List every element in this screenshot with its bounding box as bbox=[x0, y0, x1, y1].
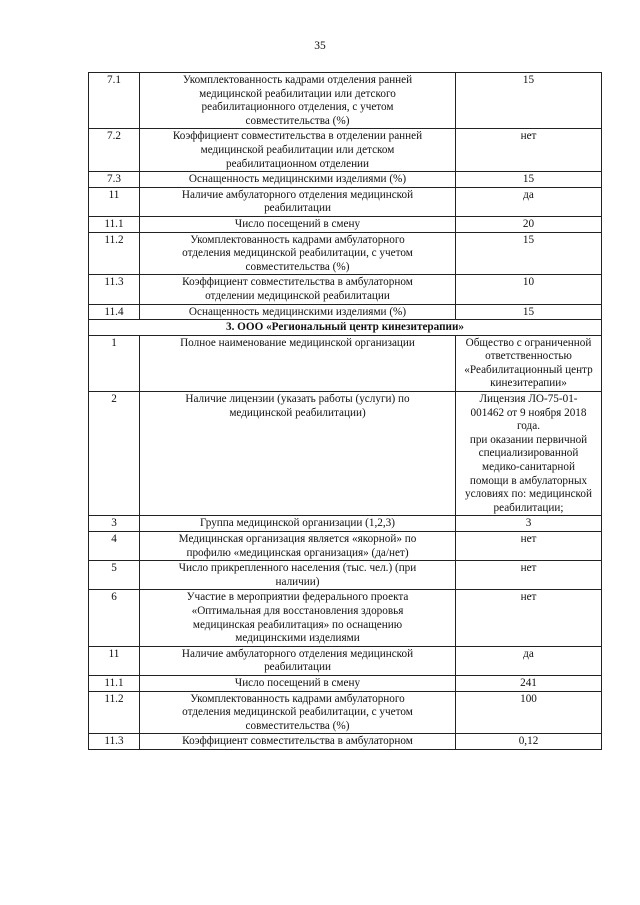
row-value bbox=[456, 561, 602, 590]
table-row bbox=[89, 275, 602, 304]
row-label bbox=[140, 129, 456, 172]
value-line: специализированной bbox=[478, 447, 579, 460]
value-line: нет bbox=[520, 130, 537, 143]
row-label bbox=[140, 646, 456, 675]
section-body bbox=[89, 320, 602, 336]
label-line: реабилитационном отделении bbox=[225, 157, 370, 170]
table-row bbox=[89, 335, 602, 391]
table-row bbox=[89, 516, 602, 532]
label-line: совместительства (%) bbox=[245, 114, 350, 127]
row-label bbox=[140, 335, 456, 391]
row-value bbox=[456, 646, 602, 675]
table-row bbox=[89, 172, 602, 188]
row-number: 11.3 bbox=[89, 734, 140, 750]
table-row bbox=[89, 561, 602, 590]
row-label bbox=[140, 516, 456, 532]
row-number: 5 bbox=[89, 561, 140, 590]
value-line: 100 bbox=[520, 692, 537, 705]
row-number: 7.1 bbox=[89, 73, 140, 129]
row-value bbox=[456, 532, 602, 561]
row-number: 11.2 bbox=[89, 691, 140, 734]
row-number: 1 bbox=[89, 335, 140, 391]
label-line: совместительства (%) bbox=[245, 260, 350, 273]
value-line: «Реабилитационный центр bbox=[464, 363, 593, 376]
label-line: Укомплектованность кадрами амбулаторного bbox=[190, 233, 405, 246]
label-line: Коэффициент совместительства в амбулаторном bbox=[182, 735, 413, 748]
label-line: Коэффициент совместительства в амбулаторном bbox=[182, 276, 413, 289]
label-line: отделения медицинской реабилитации, с учетом bbox=[182, 706, 413, 719]
value-line: да bbox=[523, 188, 534, 201]
label-line: отделении медицинской реабилитации bbox=[205, 289, 390, 302]
row-number: 11.3 bbox=[89, 275, 140, 304]
label-line: профилю «медицинская организация» (да/нет) bbox=[186, 546, 409, 559]
value-line: 3 bbox=[525, 517, 532, 530]
value-line: да bbox=[523, 647, 534, 660]
label-line: Коэффициент совместительства в отделении ранней bbox=[172, 130, 423, 143]
value-line: Лицензия ЛО-75-01- bbox=[479, 393, 578, 406]
label-line: Укомплектованность кадрами амбулаторного bbox=[190, 692, 405, 705]
label-line: «Оптимальная для восстановления здоровья bbox=[191, 604, 404, 617]
row-value bbox=[456, 516, 602, 532]
value-line: нет bbox=[520, 562, 537, 575]
value-line: 20 bbox=[522, 217, 535, 230]
value-line: 241 bbox=[520, 676, 537, 689]
table-row bbox=[89, 392, 602, 516]
value-line: 10 bbox=[522, 276, 535, 289]
row-value bbox=[456, 232, 602, 275]
row-value bbox=[456, 187, 602, 216]
value-line: 001462 от 9 ноября 2018 bbox=[470, 406, 587, 419]
label-line: медицинской реабилитации или детском bbox=[200, 143, 395, 156]
row-value bbox=[456, 73, 602, 129]
rehabilitation-table bbox=[88, 72, 602, 750]
row-label bbox=[140, 590, 456, 646]
value-line: Общество с ограниченной bbox=[465, 336, 592, 349]
row-label bbox=[140, 275, 456, 304]
label-line: медицинской реабилитации или детского bbox=[199, 87, 396, 100]
label-line: отделения медицинской реабилитации, с учетом bbox=[182, 247, 413, 260]
row-value bbox=[456, 392, 602, 516]
row-value bbox=[456, 335, 602, 391]
value-line: реабилитации; bbox=[493, 501, 564, 514]
value-line: условиях по: медицинской bbox=[465, 488, 592, 501]
label-line: Оснащенность медицинскими изделиями (%) bbox=[188, 305, 407, 318]
row-label bbox=[140, 561, 456, 590]
row-value bbox=[456, 734, 602, 750]
row-number: 11.4 bbox=[89, 304, 140, 320]
row-label bbox=[140, 675, 456, 691]
section-title: 3. ООО «Региональный центр кинезитерапии» bbox=[89, 320, 602, 336]
value-line: помощи в амбулаторных bbox=[469, 474, 588, 487]
row-label bbox=[140, 172, 456, 188]
row-value bbox=[456, 129, 602, 172]
row-number: 7.3 bbox=[89, 172, 140, 188]
label-line: Оснащенность медицинскими изделиями (%) bbox=[188, 173, 407, 186]
value-line: при оказании первичной bbox=[469, 433, 588, 446]
label-line: Укомплектованность кадрами отделения ранней bbox=[182, 74, 413, 86]
value-line: 15 bbox=[522, 233, 535, 246]
row-number: 6 bbox=[89, 590, 140, 646]
row-value bbox=[456, 691, 602, 734]
value-line: 15 bbox=[522, 305, 535, 318]
label-line: реабилитации bbox=[264, 202, 331, 215]
row-value bbox=[456, 304, 602, 320]
row-number: 11 bbox=[89, 646, 140, 675]
row-label bbox=[140, 304, 456, 320]
label-line: медицинской реабилитации) bbox=[229, 406, 366, 419]
row-value bbox=[456, 275, 602, 304]
row-number: 11 bbox=[89, 187, 140, 216]
row-number: 11.2 bbox=[89, 232, 140, 275]
label-line: Число посещений в смену bbox=[234, 217, 361, 230]
row-value bbox=[456, 675, 602, 691]
table-row bbox=[89, 216, 602, 232]
label-line: медицинская реабилитация» по оснащению bbox=[192, 618, 403, 631]
table-row bbox=[89, 532, 602, 561]
value-line: ответственностью bbox=[485, 350, 572, 363]
row-label bbox=[140, 392, 456, 516]
table-row bbox=[89, 129, 602, 172]
table-body-before bbox=[89, 73, 602, 320]
table-row bbox=[89, 734, 602, 750]
section-header-row bbox=[89, 320, 602, 336]
label-line: Медицинская организация является «якорной» по bbox=[178, 533, 417, 545]
value-line: нет bbox=[520, 591, 537, 604]
label-line: совместительства (%) bbox=[245, 719, 350, 732]
row-number: 4 bbox=[89, 532, 140, 561]
label-line: реабилитационного отделения, с учетом bbox=[201, 101, 394, 114]
table-body-after bbox=[89, 335, 602, 749]
row-number: 11.1 bbox=[89, 675, 140, 691]
row-label bbox=[140, 232, 456, 275]
table-row bbox=[89, 590, 602, 646]
label-line: Наличие лицензии (указать работы (услуги) по bbox=[185, 393, 410, 406]
label-line: реабилитации bbox=[264, 661, 331, 674]
label-line: Участие в мероприятии федерального проекта bbox=[186, 591, 409, 604]
value-line: года. bbox=[516, 420, 541, 433]
table-row bbox=[89, 304, 602, 320]
label-line: наличии) bbox=[275, 575, 320, 588]
row-value bbox=[456, 216, 602, 232]
label-line: Наличие амбулаторного отделения медицинской bbox=[181, 188, 414, 201]
value-line: медико-санитарной bbox=[482, 461, 575, 474]
label-line: Число прикрепленного населения (тыс. чел.) (при bbox=[178, 562, 417, 575]
table-row bbox=[89, 675, 602, 691]
page-number: 35 bbox=[314, 40, 326, 52]
row-label bbox=[140, 216, 456, 232]
value-line: 15 bbox=[522, 74, 535, 86]
row-number: 2 bbox=[89, 392, 140, 516]
table-row bbox=[89, 691, 602, 734]
row-value bbox=[456, 172, 602, 188]
label-line: Группа медицинской организации (1,2,3) bbox=[200, 517, 395, 530]
label-line: Наличие амбулаторного отделения медицинской bbox=[181, 647, 414, 660]
value-line: 15 bbox=[522, 173, 535, 186]
value-line: нет bbox=[520, 533, 537, 545]
row-label bbox=[140, 532, 456, 561]
label-line: медицинскими изделиями bbox=[235, 632, 360, 645]
table-row bbox=[89, 232, 602, 275]
value-line: кинезитерапии» bbox=[490, 377, 567, 390]
label-line: Полное наименование медицинской организации bbox=[180, 336, 415, 349]
row-number: 11.1 bbox=[89, 216, 140, 232]
value-line: 0,12 bbox=[518, 735, 539, 748]
row-number: 7.2 bbox=[89, 129, 140, 172]
row-label bbox=[140, 691, 456, 734]
row-value bbox=[456, 590, 602, 646]
table-row bbox=[89, 646, 602, 675]
row-label bbox=[140, 187, 456, 216]
row-label bbox=[140, 734, 456, 750]
row-label bbox=[140, 73, 456, 129]
row-number: 3 bbox=[89, 516, 140, 532]
label-line: Число посещений в смену bbox=[234, 676, 361, 689]
table-row bbox=[89, 73, 602, 129]
table-row bbox=[89, 187, 602, 216]
